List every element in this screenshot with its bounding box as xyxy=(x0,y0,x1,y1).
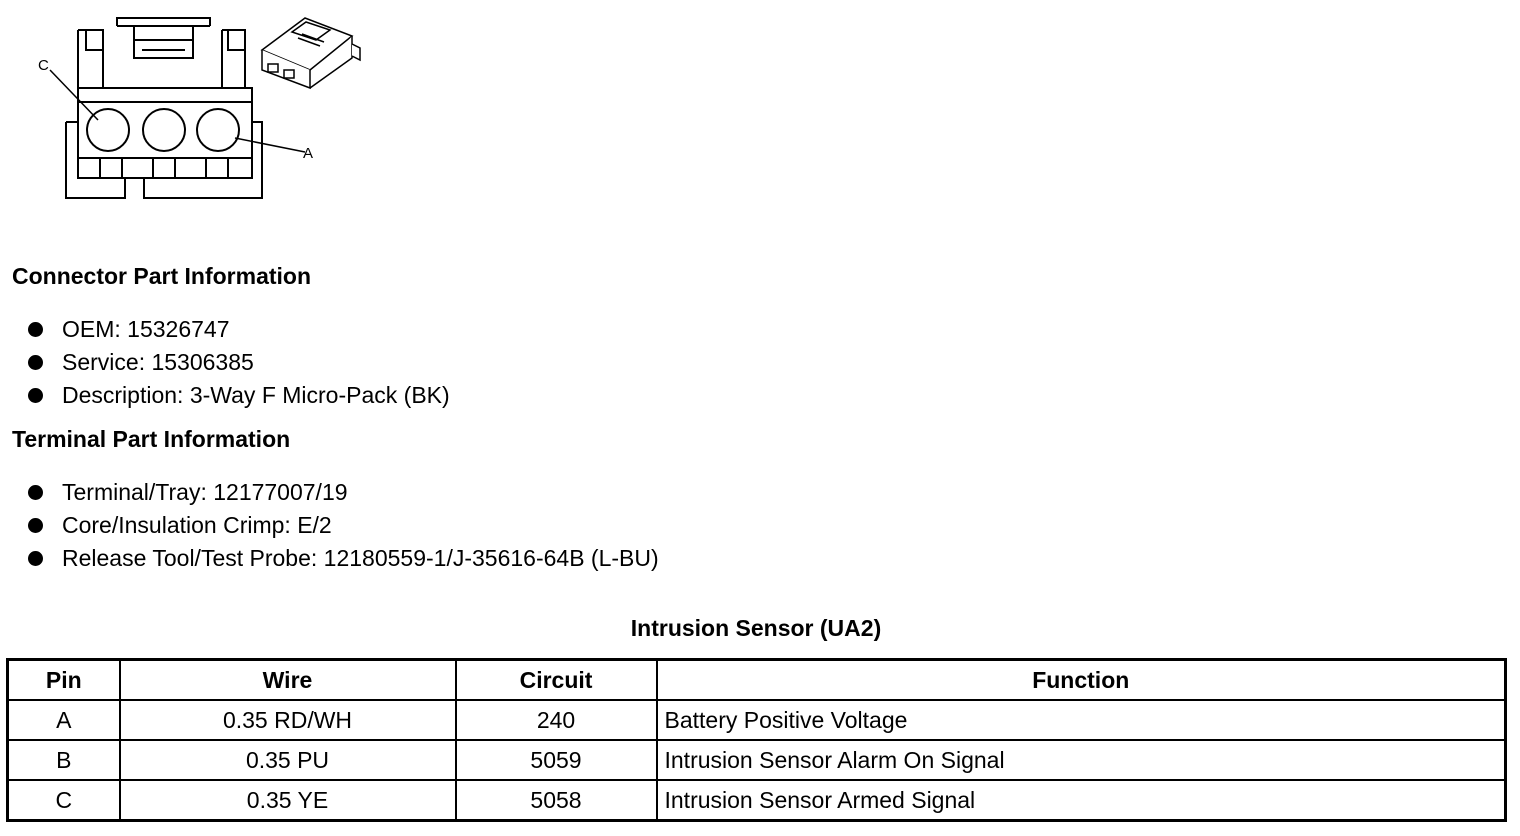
list-item: Core/Insulation Crimp: E/2 xyxy=(28,509,659,542)
cavity-label-c: C xyxy=(38,57,49,74)
locking-tab xyxy=(153,158,175,178)
bullet-icon xyxy=(28,485,43,500)
bullet-icon xyxy=(28,518,43,533)
cell-circuit: 5059 xyxy=(456,740,657,780)
locking-tab xyxy=(100,158,122,178)
connector-right-tower xyxy=(222,30,245,88)
cell-wire: 0.35 PU xyxy=(120,740,456,780)
terminal-info-list xyxy=(28,476,659,575)
cell-wire: 0.35 YE xyxy=(120,780,456,821)
connector-info-heading: Connector Part Information xyxy=(12,263,312,289)
pinout-table xyxy=(6,658,1507,822)
bullet-icon xyxy=(28,551,43,566)
list-item: Release Tool/Test Probe: 12180559-1/J-35616-64B (L-BU) xyxy=(28,542,659,575)
terminal-info-heading: Terminal Part Information xyxy=(12,426,291,452)
leader-line-a xyxy=(235,138,305,152)
leader-line-c xyxy=(50,70,98,120)
list-item: OEM: 15326747 xyxy=(28,313,450,346)
connector-latch xyxy=(117,18,210,26)
cavity-b xyxy=(143,109,185,151)
table-row xyxy=(8,740,1506,780)
table-title: Intrusion Sensor (UA2) xyxy=(630,615,882,641)
header-wire: Wire xyxy=(120,660,456,701)
list-item: Service: 15306385 xyxy=(28,346,450,379)
table-header-row xyxy=(8,660,1506,701)
table-row xyxy=(8,700,1506,740)
cell-function: Intrusion Sensor Armed Signal xyxy=(657,780,1506,821)
cell-circuit: 240 xyxy=(456,700,657,740)
cavity-a xyxy=(197,109,239,151)
cell-pin: B xyxy=(8,740,120,780)
bullet-icon xyxy=(28,388,43,403)
cell-function: Battery Positive Voltage xyxy=(657,700,1506,740)
connector-info-list xyxy=(28,313,450,412)
bullet-icon xyxy=(28,355,43,370)
cell-circuit: 5058 xyxy=(456,780,657,821)
cell-function: Intrusion Sensor Alarm On Signal xyxy=(657,740,1506,780)
connector-left-tower xyxy=(78,30,103,88)
list-item: Terminal/Tray: 12177007/19 xyxy=(28,476,659,509)
cavity-label-a: A xyxy=(303,145,314,162)
cell-pin: C xyxy=(8,780,120,821)
connector-diagram xyxy=(30,10,370,210)
cell-wire: 0.35 RD/WH xyxy=(120,700,456,740)
cell-pin: A xyxy=(8,700,120,740)
list-item: Description: 3-Way F Micro-Pack (BK) xyxy=(28,379,450,412)
bullet-icon xyxy=(28,322,43,337)
header-function: Function xyxy=(657,660,1506,701)
header-pin: Pin xyxy=(8,660,120,701)
connector-body xyxy=(78,88,252,158)
connector-isometric-icon xyxy=(262,18,360,88)
header-circuit: Circuit xyxy=(456,660,657,701)
locking-tab xyxy=(206,158,228,178)
table-row xyxy=(8,780,1506,821)
